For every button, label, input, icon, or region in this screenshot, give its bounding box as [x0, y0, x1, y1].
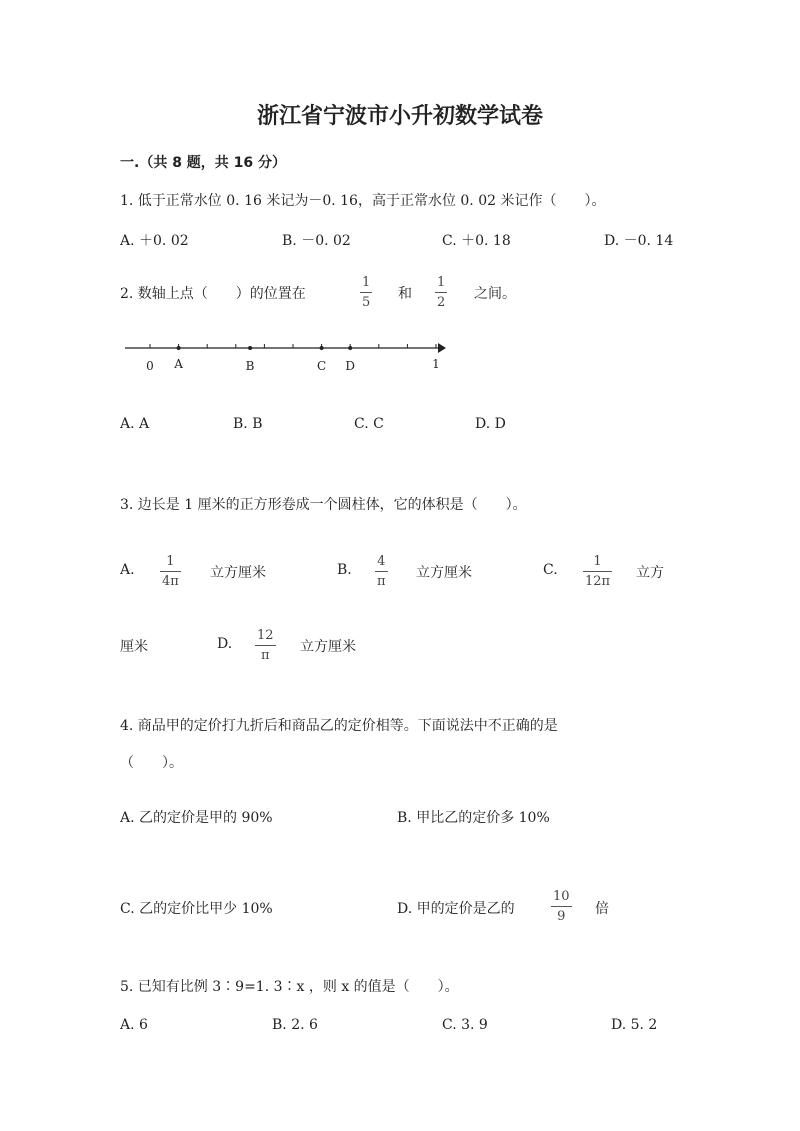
number-line-point-b: [248, 346, 252, 350]
q2-option-b[interactable]: B. B: [233, 416, 263, 432]
number-line-label-b: B: [245, 359, 255, 373]
q2-option-a[interactable]: A. A: [120, 416, 150, 432]
q3-option-a-label[interactable]: A.: [120, 562, 135, 578]
number-line-one-label: 1: [432, 357, 440, 371]
q3-option-b-label[interactable]: B.: [337, 562, 352, 578]
fraction-1-2: [435, 276, 447, 309]
fraction-denominator: 2: [437, 295, 446, 310]
number-line-label-d: D: [345, 359, 356, 373]
fraction-denominator: 4π: [162, 574, 179, 589]
q3-option-b-unit: 立方厘米: [416, 565, 472, 581]
question-4-stem: 4. 商品甲的定价打九折后和商品乙的定价相等。下面说法中不正确的是: [120, 718, 558, 734]
fraction-1-4pi: [160, 555, 181, 588]
question-2-stem: 2. 数轴上点（ ）的位置在: [120, 286, 306, 302]
number-line-arrow: [438, 343, 446, 353]
number-line-point-d: [348, 346, 352, 350]
fraction-bar: [255, 645, 276, 646]
q2-option-d[interactable]: D. D: [475, 416, 506, 432]
number-line-label-c: C: [317, 359, 327, 373]
number-line-point-c: [320, 346, 324, 350]
fraction-12-pi: [255, 629, 276, 662]
q5-option-a[interactable]: A. 6: [120, 1017, 148, 1033]
q3-option-d-label[interactable]: D.: [217, 636, 233, 652]
fraction-denominator: 9: [557, 909, 566, 924]
q3-option-d-unit: 立方厘米: [300, 639, 356, 655]
fraction-numerator: 12: [257, 628, 274, 643]
question-1-stem: 1. 低于正常水位 0. 16 米记为－0. 16，高于正常水位 0. 02 米记作（ ）。: [120, 193, 606, 209]
q4-option-d-suffix: 倍: [595, 901, 609, 917]
question-5-stem: 5. 已知有比例 3∶9=1. 3∶x ，则 x 的值是（ ）。: [120, 979, 459, 995]
question-2-stem-end: 之间。: [474, 286, 516, 302]
q3-option-c-label[interactable]: C.: [543, 562, 558, 578]
q4-option-a[interactable]: A. 乙的定价是甲的 90%: [120, 810, 273, 826]
q1-option-b[interactable]: B. －0. 02: [282, 233, 351, 249]
fraction-numerator: 10: [553, 889, 570, 904]
q4-option-b[interactable]: B. 甲比乙的定价多 10%: [397, 810, 550, 826]
fraction-bar: [375, 571, 388, 572]
fraction-1-5: [360, 276, 372, 309]
q2-option-c[interactable]: C. C: [354, 416, 384, 432]
number-line-point-a: [177, 346, 181, 350]
question-2-and: 和: [398, 286, 412, 302]
fraction-denominator: π: [377, 574, 386, 589]
fraction-10-9: [551, 890, 572, 923]
q5-option-b[interactable]: B. 2. 6: [272, 1017, 318, 1033]
fraction-4-pi: [375, 555, 388, 588]
q5-option-c[interactable]: C. 3. 9: [442, 1017, 488, 1033]
q3-option-a-unit: 立方厘米: [210, 565, 266, 581]
q1-option-a[interactable]: A. ＋0. 02: [120, 233, 189, 249]
question-3-stem: 3. 边长是 1 厘米的正方形卷成一个圆柱体，它的体积是（ ）。: [120, 497, 527, 513]
fraction-bar: [583, 571, 612, 572]
fraction-denominator: 5: [362, 295, 371, 310]
fraction-bar: [435, 292, 447, 293]
q1-option-c[interactable]: C. ＋0. 18: [442, 233, 511, 249]
section-heading: 一.（共 8 题，共 16 分）: [120, 155, 287, 171]
q4-option-d[interactable]: D. 甲的定价是乙的: [397, 901, 515, 917]
q5-option-d[interactable]: D. 5. 2: [611, 1017, 658, 1033]
fraction-bar: [160, 571, 181, 572]
fraction-numerator: 4: [377, 554, 386, 569]
page-title: 浙江省宁波市小升初数学试卷: [256, 104, 543, 129]
fraction-numerator: 1: [362, 275, 371, 290]
number-line-label-a: A: [174, 357, 183, 371]
fraction-numerator: 1: [593, 554, 602, 569]
fraction-numerator: 1: [437, 275, 446, 290]
q3-option-c-unit: 立方: [636, 565, 664, 581]
number-line: [120, 335, 450, 380]
fraction-numerator: 1: [166, 554, 175, 569]
q3-option-c-unit-continued: 厘米: [120, 639, 148, 655]
q4-option-c[interactable]: C. 乙的定价比甲少 10%: [120, 901, 273, 917]
fraction-bar: [551, 906, 572, 907]
q1-option-d[interactable]: D. －0. 14: [604, 233, 674, 249]
question-4-stem-continued: （ ）。: [120, 755, 183, 771]
fraction-denominator: π: [261, 648, 270, 663]
fraction-denominator: 12π: [585, 574, 611, 589]
fraction-bar: [360, 292, 372, 293]
number-line-zero-label: 0: [146, 359, 154, 373]
fraction-1-12pi: [583, 555, 612, 588]
